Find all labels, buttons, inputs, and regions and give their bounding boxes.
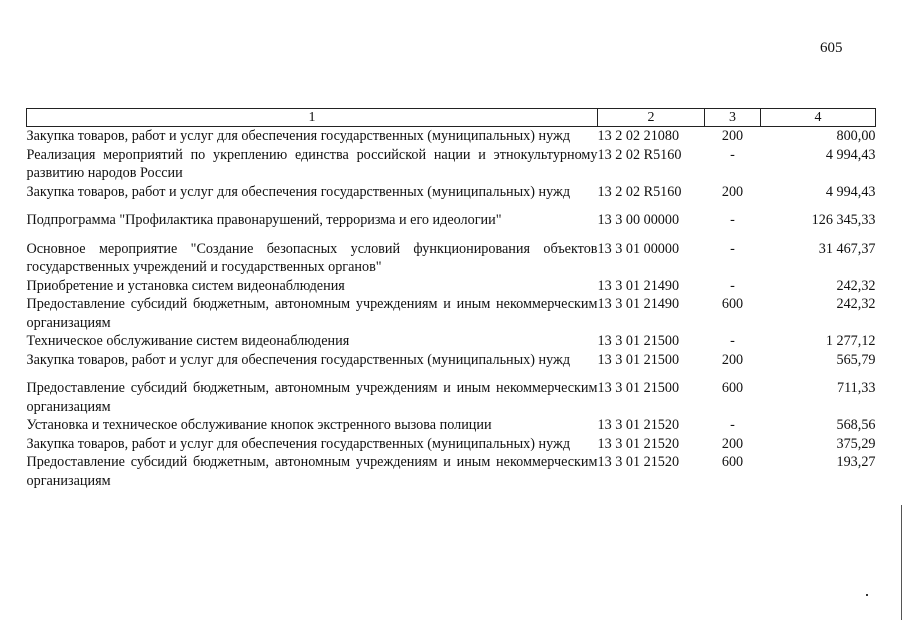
table-row <box>27 435 876 454</box>
table-row <box>27 277 876 296</box>
table-row <box>27 240 876 277</box>
table-row <box>27 127 876 146</box>
row-expense-type: 600 <box>721 380 744 396</box>
row-code: 13 3 01 21520 <box>597 435 680 452</box>
row-sum: 711,33 <box>837 380 876 396</box>
table-row <box>27 379 876 416</box>
row-code: 13 2 02 21080 <box>597 128 680 144</box>
row-code: 13 3 01 21500 <box>597 333 680 349</box>
row-sum: 565,79 <box>836 351 876 368</box>
page-number: 605 <box>820 40 843 56</box>
row-name: Реализация мероприятий по укреплению единства российской нации и этнокультурному развитию народов России <box>26 146 598 181</box>
row-code: 13 3 01 21490 <box>597 296 680 312</box>
row-expense-type: 200 <box>721 351 744 368</box>
header-cell-code: 2 <box>598 109 705 127</box>
scan-dot <box>866 594 868 596</box>
row-name: Предоставление субсидий бюджетным, автономным учреждениям и иным некоммерческим организациям <box>26 454 598 489</box>
table-row <box>27 453 876 490</box>
row-name: Закупка товаров, работ и услуг для обеспечения государственных (муниципальных) нужд <box>26 183 571 200</box>
header-cell-sum: 4 <box>761 109 876 127</box>
table-row <box>27 416 876 435</box>
row-name: Закупка товаров, работ и услуг для обеспечения государственных (муниципальных) нужд <box>26 435 571 452</box>
row-expense-type: 600 <box>721 454 744 470</box>
row-expense-type: 600 <box>721 296 744 312</box>
row-name: Техническое обслуживание систем видеонаблюдения <box>26 333 350 349</box>
row-expense-type: - <box>730 146 735 163</box>
row-code: 13 3 00 00000 <box>597 212 680 228</box>
row-expense-type: 200 <box>721 183 744 200</box>
header-cell-name: 1 <box>27 109 598 127</box>
row-name: Закупка товаров, работ и услуг для обеспечения государственных (муниципальных) нужд <box>26 128 571 144</box>
row-code: 13 3 01 21520 <box>597 454 680 470</box>
row-name: Установка и техническое обслуживание кнопок экстренного вызова полиции <box>26 417 492 433</box>
row-code: 13 3 01 00000 <box>597 240 680 257</box>
row-name: Предоставление субсидий бюджетным, автономным учреждениям и иным некоммерческим организациям <box>26 296 598 331</box>
row-expense-type: - <box>730 277 735 294</box>
row-code: 13 3 01 21500 <box>597 380 680 396</box>
row-sum: 242,32 <box>836 277 876 294</box>
row-sum: 568,56 <box>836 417 876 433</box>
row-sum: 1 277,12 <box>825 333 876 349</box>
row-expense-type: - <box>730 212 735 228</box>
header-cell-type: 3 <box>705 109 761 127</box>
row-sum: 4 994,43 <box>825 146 876 163</box>
scan-edge-line <box>901 505 902 620</box>
row-sum: 4 994,43 <box>825 183 876 200</box>
row-code: 13 2 02 R5160 <box>597 146 682 163</box>
row-name: Закупка товаров, работ и услуг для обеспечения государственных (муниципальных) нужд <box>26 351 571 368</box>
row-expense-type: 200 <box>721 435 744 452</box>
table-row <box>27 332 876 351</box>
row-sum: 31 467,37 <box>818 240 876 257</box>
table-row <box>27 183 876 212</box>
row-sum: 800,00 <box>836 128 876 144</box>
row-code: 13 3 01 21500 <box>597 351 680 368</box>
row-expense-type: - <box>730 333 735 349</box>
row-code: 13 2 02 R5160 <box>597 183 682 200</box>
table-row <box>27 146 876 183</box>
table-header-row <box>27 109 876 127</box>
table-row <box>27 295 876 332</box>
table-row <box>27 211 876 240</box>
row-name: Предоставление субсидий бюджетным, автономным учреждениям и иным некоммерческим организациям <box>26 380 598 415</box>
row-expense-type: 200 <box>721 128 744 144</box>
row-name: Подпрограмма "Профилактика правонарушений, терроризма и его идеологии" <box>26 212 502 228</box>
row-sum: 375,29 <box>836 435 876 452</box>
budget-table <box>26 108 876 490</box>
row-sum: 193,27 <box>836 454 876 470</box>
row-code: 13 3 01 21520 <box>597 417 680 433</box>
row-expense-type: - <box>730 240 735 257</box>
row-name: Приобретение и установка систем видеонаблюдения <box>26 277 345 294</box>
row-expense-type: - <box>730 417 735 433</box>
row-sum: 242,32 <box>836 296 876 312</box>
row-name: Основное мероприятие "Создание безопасных условий функционирования объектов государственных учреждений и государственных органов" <box>26 240 598 275</box>
row-code: 13 3 01 21490 <box>597 277 680 294</box>
row-sum: 126 345,33 <box>811 212 876 228</box>
table-row <box>27 351 876 380</box>
